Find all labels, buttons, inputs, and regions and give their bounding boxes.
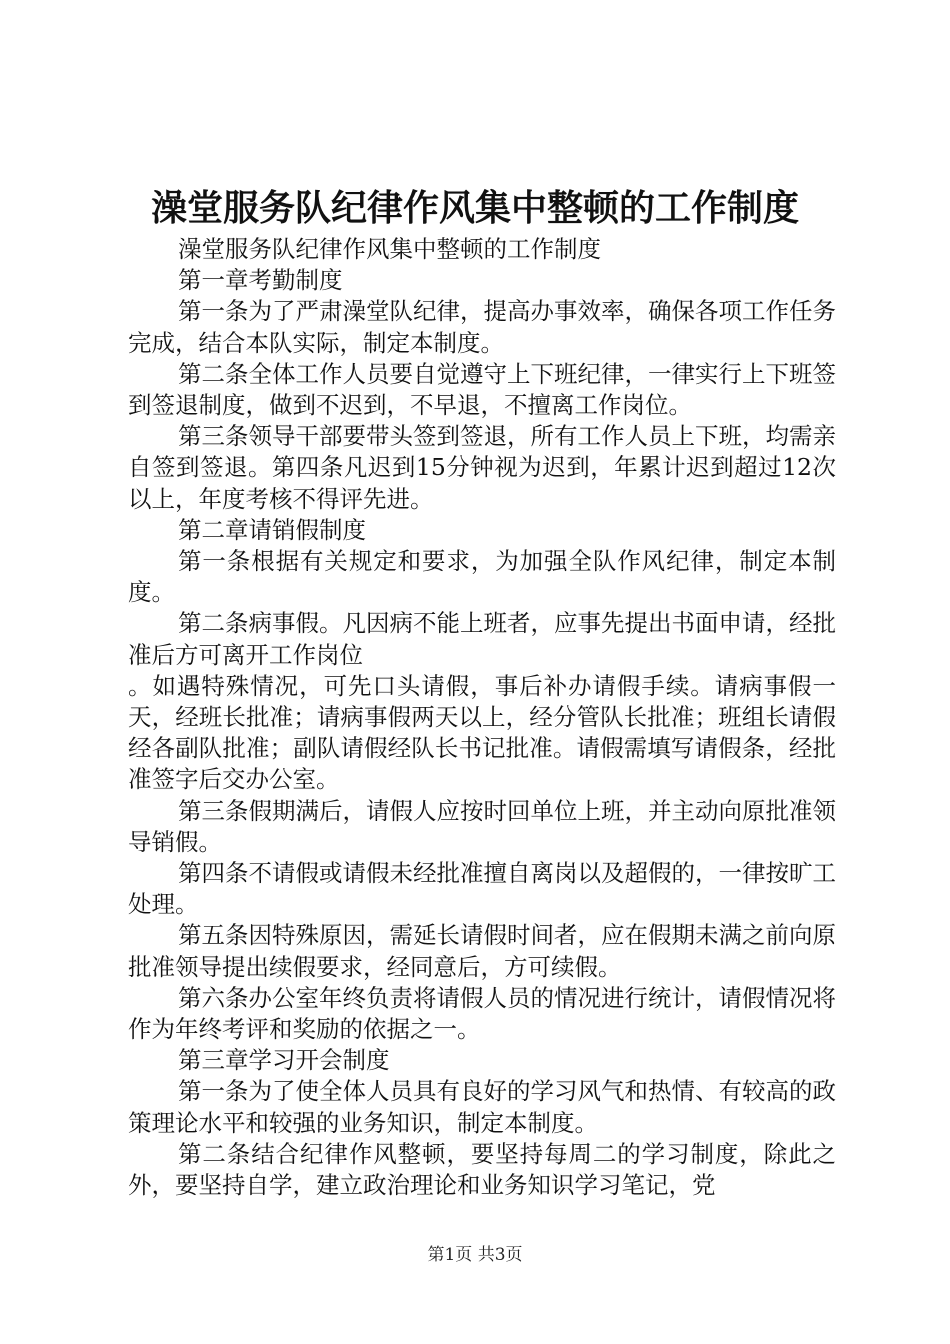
- chapter-heading: 第三章学习开会制度: [178, 1046, 390, 1075]
- paragraph: 。如遇特殊情况，可先口头请假，事后补办请假手续。请病事假一天，经班长批准；请病事假两天以上，经分管队长批准；班组长请假经各副队批准；副队请假经队长书记批准。请假需填写请假条，经批准签字后交办公室。: [128, 671, 836, 794]
- paragraph: 第三条领导干部要带头签到签退，所有工作人员上下班，均需亲自签到签退。第四条凡迟到15分钟视为迟到，年累计迟到超过12次以上，年度考核不得评先进。: [128, 422, 836, 513]
- paragraph: 第二条全体工作人员要自觉遵守上下班纪律，一律实行上下班签到签退制度，做到不迟到，不早退，不擅离工作岗位。: [128, 359, 836, 420]
- paragraph: 第二条结合纪律作风整顿，要坚持每周二的学习制度，除此之外，要坚持自学，建立政治理论和业务知识学习笔记，党: [128, 1139, 836, 1200]
- chapter-heading: 第一章考勤制度: [178, 266, 343, 295]
- paragraph: 第五条因特殊原因，需延长请假时间者，应在假期未满之前向原批准领导提出续假要求，经同意后，方可续假。: [128, 921, 836, 981]
- paragraph: 第一条根据有关规定和要求，为加强全队作风纪律，制定本制度。: [128, 547, 836, 607]
- paragraph-subtitle: 澡堂服务队纪律作风集中整顿的工作制度: [178, 235, 601, 263]
- paragraph: 第二条病事假。凡因病不能上班者，应事先提出书面申请，经批准后方可离开工作岗位: [128, 609, 836, 669]
- paragraph: 第六条办公室年终负责将请假人员的情况进行统计，请假情况将作为年终考评和奖励的依据之一。: [128, 983, 836, 1044]
- paragraph: 第四条不请假或请假未经批准擅自离岗以及超假的，一律按旷工处理。: [128, 859, 836, 919]
- chapter-heading: 第二章请销假制度: [178, 515, 366, 544]
- paragraph: 第三条假期满后，请假人应按时回单位上班，并主动向原批准领导销假。: [128, 796, 836, 856]
- document-title: 澡堂服务队纪律作风集中整顿的工作制度: [150, 187, 799, 229]
- paragraph: 第一条为了使全体人员具有良好的学习风气和热情、有较高的政策理论水平和较强的业务知识，制定本制度。: [128, 1077, 836, 1137]
- paragraph: 第一条为了严肃澡堂队纪律，提高办事效率，确保各项工作任务完成，结合本队实际，制定本制度。: [128, 297, 836, 357]
- document-body: [128, 234, 836, 1201]
- page-footer: 第1页 共3页: [427, 1245, 523, 1265]
